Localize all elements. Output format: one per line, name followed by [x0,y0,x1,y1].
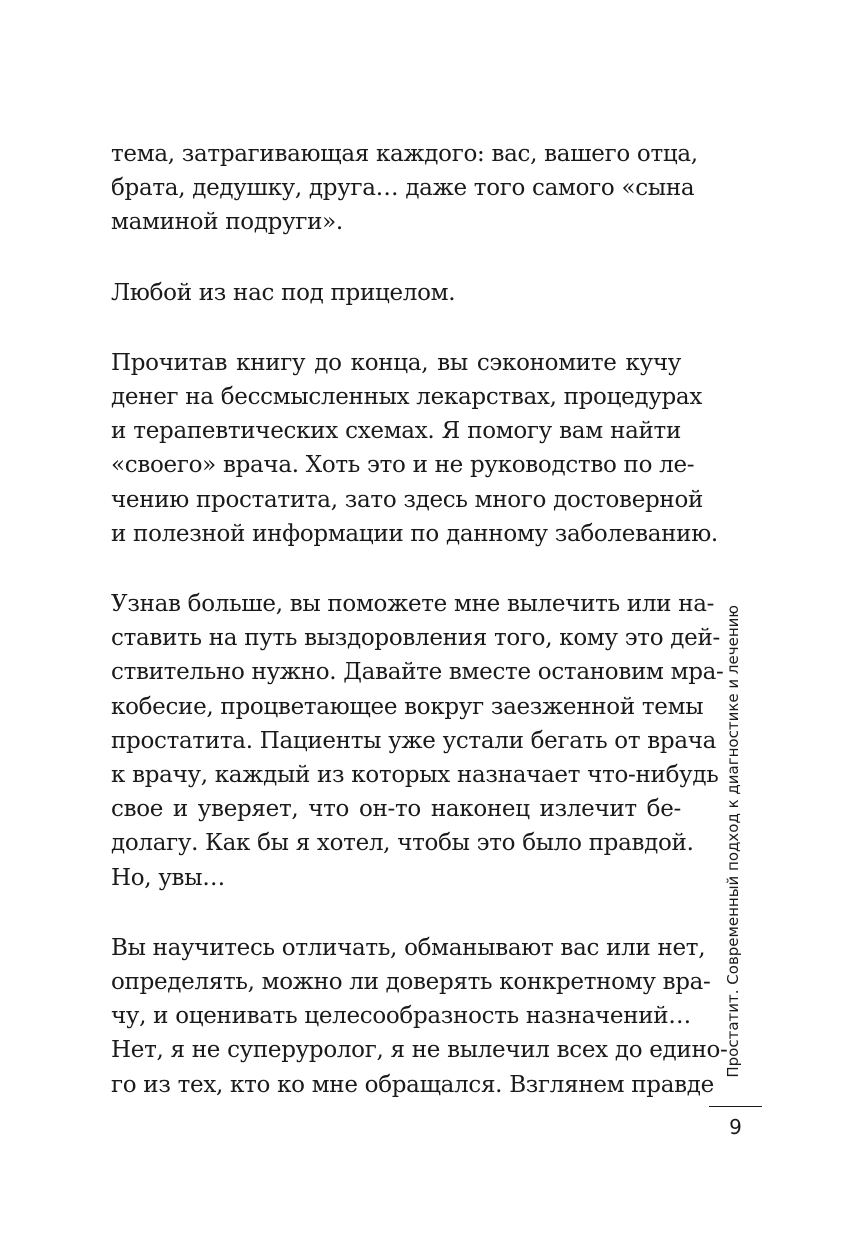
text-line: Узнав больше, вы поможете мне вылечить или на- [111,591,715,618]
text-line: Прочитав книгу до конца, вы сэкономите кучу [111,349,681,376]
text-line: маминой подруги». [111,209,343,236]
paragraph [111,587,724,895]
running-head [718,605,748,1080]
text-line: и полезной информации по данному заболеванию. [111,520,718,547]
text-line: Но, увы… [111,864,225,891]
text-line: чению простатита, зато здесь много достоверной [111,486,704,513]
text-line: определять, можно ли доверять конкретному вра- [111,969,711,996]
paragraph [111,346,718,551]
text-line: денег на бессмысленных лекарствах, процедурах [111,384,702,411]
text-line: долагу. Как бы я хотел, чтобы это было правдой. [111,830,694,857]
paragraph [111,276,681,310]
text-line: кобесие, процветающее вокруг заезженной темы [111,693,704,720]
folio-divider [709,1106,762,1107]
text-line: свое и уверяет, что он-то наконец излечит бе- [111,796,681,823]
text-line: «своего» врача. Хоть это и не руководство по ле- [111,452,695,479]
text-line: брата, дедушку, друга… даже того самого «сына [111,175,695,202]
text-line: Вы научитесь отличать, обманывают вас или нет, [111,934,706,961]
text-line: Нет, я не суперуролог, я не вылечил всех до едино- [111,1037,728,1064]
text-line: Любой из нас под прицелом. [111,279,456,306]
paragraph [111,931,728,1102]
running-head-text: Простатит. Современный подход к диагностике и лечению [724,605,742,1078]
paragraph [111,137,698,240]
text-line: тема, затрагивающая каждого: вас, вашего отца, [111,141,698,167]
text-line: ставить на путь выздоровления того, кому это дей- [111,625,720,652]
text-line: простатита. Пациенты уже устали бегать от врача [111,727,717,754]
text-line: чу, и оценивать целесообразность назначений… [111,1003,692,1030]
text-line: го из тех, кто ко мне обращался. Взглянем правде [111,1071,714,1098]
body-text [111,137,728,1138]
text-line: ствительно нужно. Давайте вместе остановим мра- [111,659,724,686]
text-line: и терапевтических схемах. Я помогу вам найти [111,418,681,445]
page-number: 9 [729,1115,742,1139]
text-line: к врачу, каждый из которых назначает что-нибудь [111,762,719,789]
